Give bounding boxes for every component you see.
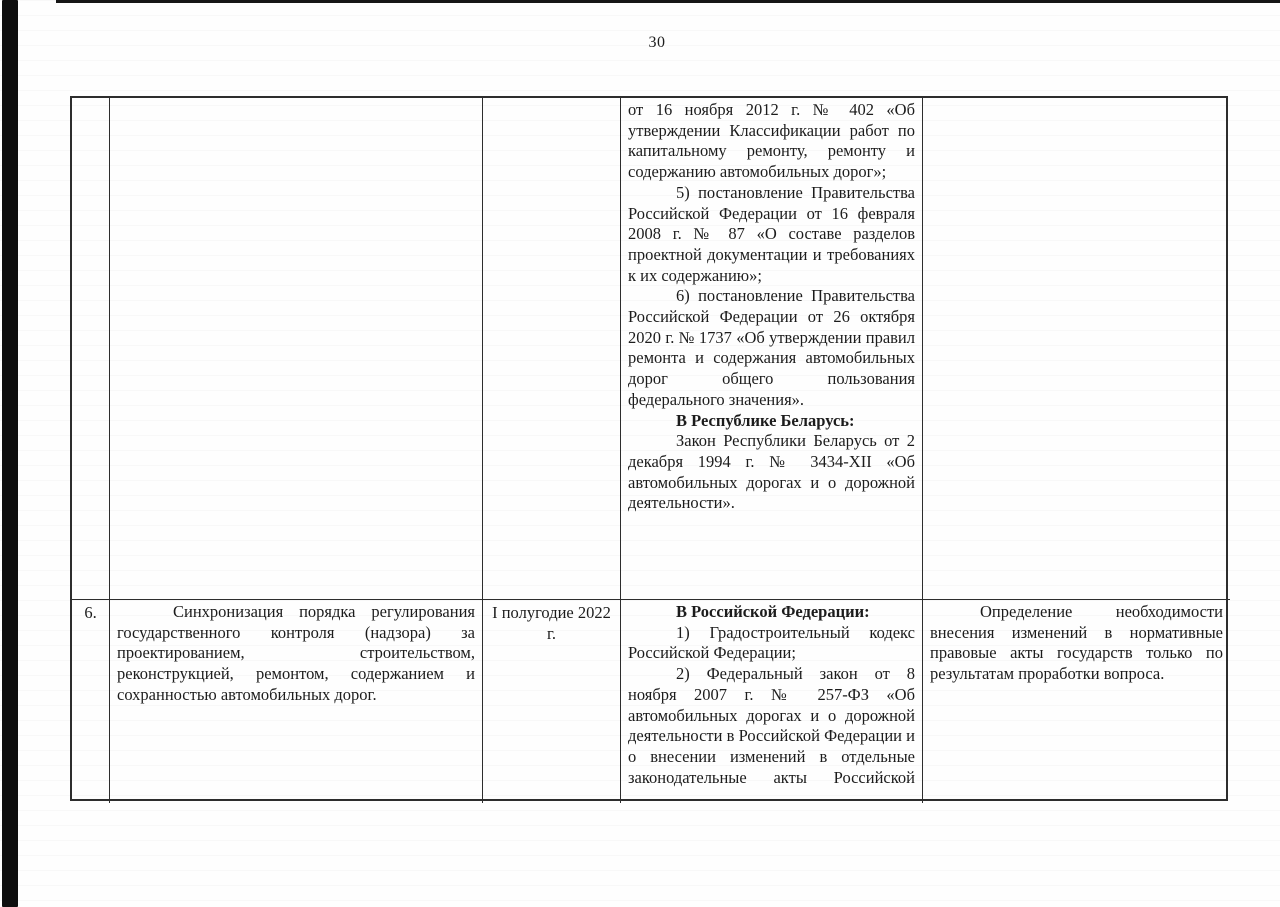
legal-paragraph: 1) Градостроительный кодекс Российской Федерации;: [628, 622, 915, 663]
continuation-description-cell: [109, 98, 482, 599]
legal-paragraph: 6) постановление Правительства Российской Федерации от 26 октября 2020 г. № 1737 «Об утверждении правил ремонта и содержания автомобильных дорог общего пользования федерального значения».: [628, 286, 915, 409]
legal-paragraph: от 16 ноября 2012 г. № 402 «Об утверждении Классификации работ по капитальному ремонту, ремонту и содержанию автомобильных дорог»;: [628, 100, 915, 182]
continuation-legal-basis-cell: [620, 98, 922, 599]
schedule-table: [70, 96, 1228, 801]
scan-top-line: [56, 0, 1280, 3]
row6-period-cell: I полугодие 2022 г.: [482, 599, 620, 803]
scan-edge-strip: [2, 0, 18, 907]
description-paragraph: Синхронизация порядка регулирования государственного контроля (надзора) за проектированием, строительством, реконструкцией, ремонтом, содержанием и сохранностью автомобильных дорог.: [117, 602, 475, 704]
legal-paragraph: 2) Федеральный закон от 8 ноября 2007 г. № 257-ФЗ «Об автомобильных дорогах и о дорожной деятельности в Российской Федерации и о внесении изменений в отдельные законодательные акты Российской: [628, 664, 915, 787]
notes-paragraph: Определение необходимости внесения изменений в нормативные правовые акты государств только по результатам проработки вопроса.: [930, 602, 1223, 684]
country-heading-belarus: В Республике Беларусь:: [676, 410, 855, 430]
legal-paragraph: 5) постановление Правительства Российской Федерации от 16 февраля 2008 г. № 87 «О составе разделов проектной документации и требованиях к их содержанию»;: [628, 182, 915, 285]
row6-number-cell: 6.: [72, 599, 109, 803]
legal-paragraph: Закон Республики Беларусь от 2 декабря 1994 г. № 3434-XII «Об автомобильных дорогах и о дорожной деятельности».: [628, 431, 915, 513]
page-number: 30: [648, 34, 666, 51]
row6-notes-cell: [922, 599, 1230, 803]
row6-description-cell: [109, 599, 482, 803]
continuation-row-number-cell: [72, 98, 109, 599]
continuation-period-cell: [482, 98, 620, 599]
country-heading-russia: В Российской Федерации:: [676, 602, 870, 621]
row6-legal-basis-cell: [620, 599, 922, 803]
continuation-notes-cell: [922, 98, 1230, 599]
